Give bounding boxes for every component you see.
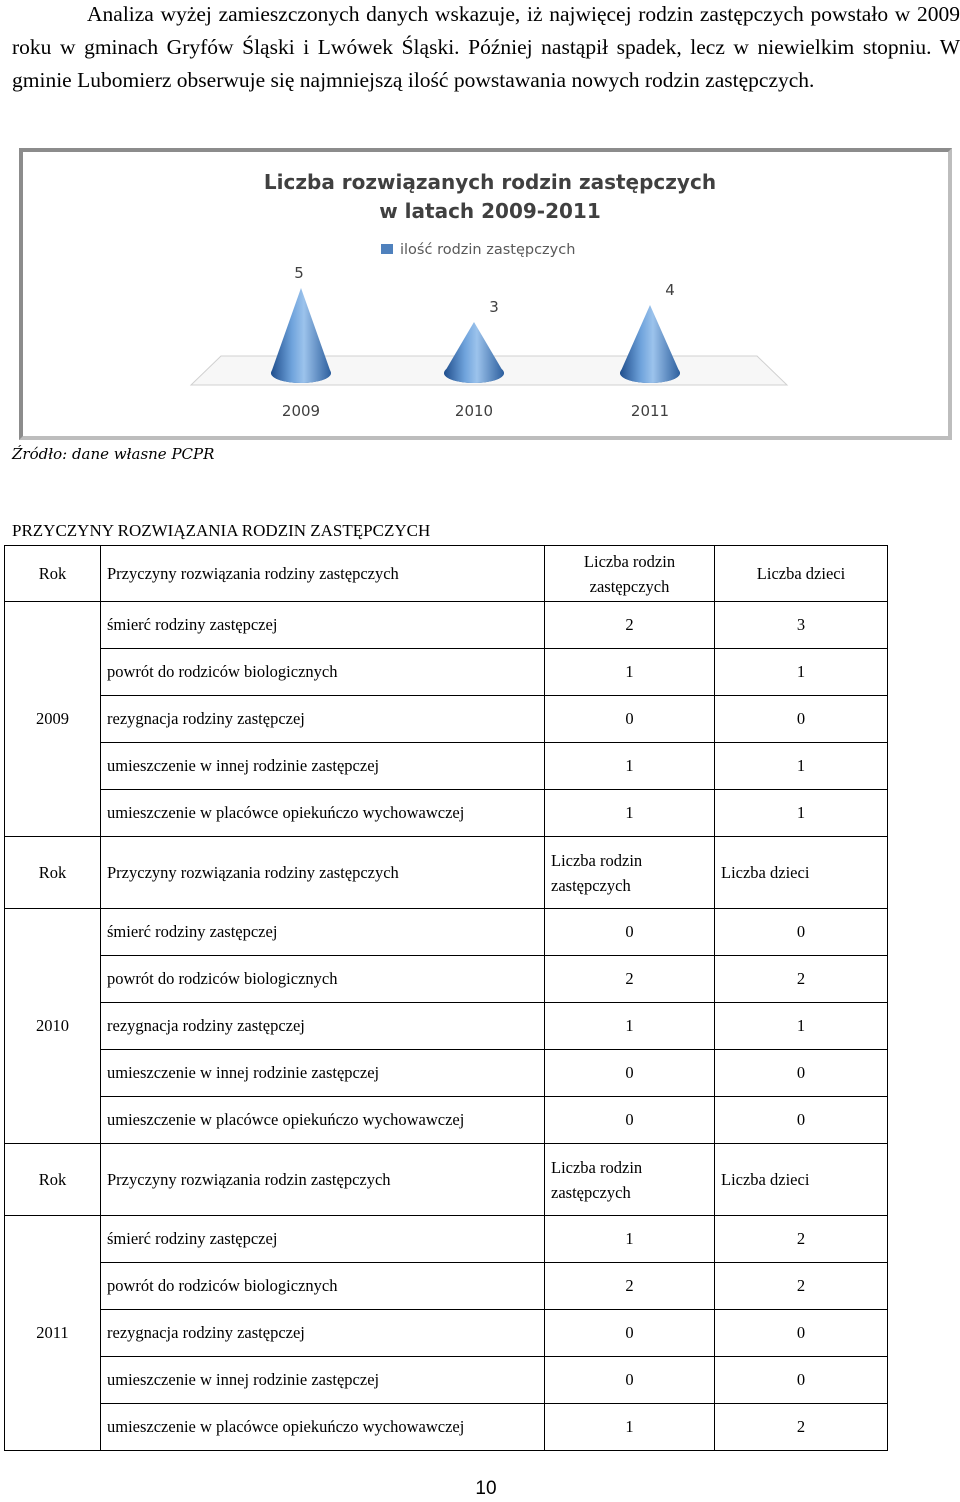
table-row <box>5 696 888 743</box>
families-cell: 0 <box>545 909 715 956</box>
table-header-row <box>5 837 888 909</box>
x-tick-label: 2011 <box>630 402 670 420</box>
chart-canvas <box>23 152 948 436</box>
header-families <box>545 1144 715 1216</box>
table-row <box>5 1357 888 1404</box>
cause-cell: śmierć rodziny zastępczej <box>101 602 545 649</box>
families-cell: 0 <box>545 1310 715 1357</box>
cone-bar <box>620 305 680 383</box>
header-children: Liczba dzieci <box>715 837 888 909</box>
children-cell: 2 <box>715 1404 888 1451</box>
families-cell: 2 <box>545 1263 715 1310</box>
x-tick-label: 2010 <box>454 402 494 420</box>
families-cell: 0 <box>545 1357 715 1404</box>
header-families-line1: Liczba rodzin <box>583 551 676 571</box>
children-cell: 2 <box>715 1263 888 1310</box>
table-title: PRZYCZYNY ROZWIĄZANIA RODZIN ZASTĘPCZYCH <box>12 521 431 540</box>
header-year: Rok <box>5 837 101 909</box>
table-row <box>5 909 888 956</box>
chart-title-line: Liczba rozwiązanych rodzin zastępczych <box>263 170 717 194</box>
cause-cell: powrót do rodziców biologicznych <box>101 1263 545 1310</box>
year-cell: 2010 <box>5 909 101 1144</box>
table-row <box>5 1097 888 1144</box>
children-cell: 1 <box>715 743 888 790</box>
year-cell: 2009 <box>5 602 101 837</box>
table-row <box>5 1404 888 1451</box>
header-families-line1: Liczba rodzin <box>551 1157 643 1177</box>
cone-bar <box>444 322 504 383</box>
table-row <box>5 956 888 1003</box>
header-children: Liczba dzieci <box>715 546 888 602</box>
table-row <box>5 1216 888 1263</box>
families-cell: 1 <box>545 1404 715 1451</box>
families-cell: 1 <box>545 790 715 837</box>
children-cell: 1 <box>715 649 888 696</box>
families-cell: 1 <box>545 649 715 696</box>
table-row <box>5 602 888 649</box>
families-cell: 0 <box>545 696 715 743</box>
data-label: 5 <box>294 264 304 282</box>
chart-title-line: w latach 2009-2011 <box>379 199 601 223</box>
children-cell: 0 <box>715 1097 888 1144</box>
page-number: 10 <box>475 1478 497 1499</box>
header-cause: Przyczyny rozwiązania rodzin zastępczych <box>101 1144 545 1216</box>
families-cell: 2 <box>545 602 715 649</box>
cause-cell: powrót do rodziców biologicznych <box>101 649 545 696</box>
families-cell: 2 <box>545 956 715 1003</box>
children-cell: 2 <box>715 1216 888 1263</box>
source-note: Źródło: dane własne PCPR <box>12 445 215 463</box>
header-year: Rok <box>5 546 101 602</box>
cause-cell: rezygnacja rodziny zastępczej <box>101 1310 545 1357</box>
header-families <box>545 837 715 909</box>
cause-cell: umieszczenie w placówce opiekuńczo wychowawczej <box>101 1404 545 1451</box>
data-label: 3 <box>489 298 499 316</box>
children-cell: 0 <box>715 1050 888 1097</box>
table-row <box>5 790 888 837</box>
header-cause: Przyczyny rozwiązania rodziny zastępczych <box>101 837 545 909</box>
children-cell: 0 <box>715 1310 888 1357</box>
cause-cell: rezygnacja rodziny zastępczej <box>101 1003 545 1050</box>
cause-cell: rezygnacja rodziny zastępczej <box>101 696 545 743</box>
table-row <box>5 1263 888 1310</box>
families-cell: 1 <box>545 1003 715 1050</box>
header-children: Liczba dzieci <box>715 1144 888 1216</box>
children-cell: 0 <box>715 909 888 956</box>
cause-cell: umieszczenie w innej rodzinie zastępczej <box>101 1050 545 1097</box>
children-cell: 1 <box>715 1003 888 1050</box>
header-year: Rok <box>5 1144 101 1216</box>
families-cell: 1 <box>545 743 715 790</box>
table-row <box>5 743 888 790</box>
children-cell: 1 <box>715 790 888 837</box>
header-families-line2: zastępczych <box>551 1182 631 1202</box>
legend-label: ilość rodzin zastępczych <box>400 242 576 258</box>
cause-cell: umieszczenie w innej rodzinie zastępczej <box>101 1357 545 1404</box>
causes-table <box>4 545 888 1451</box>
table-header-row <box>5 1144 888 1216</box>
families-cell: 0 <box>545 1097 715 1144</box>
cone-bar <box>271 288 331 383</box>
data-label: 4 <box>665 281 675 299</box>
children-cell: 0 <box>715 1357 888 1404</box>
families-cell: 1 <box>545 1216 715 1263</box>
header-families-line2: zastępczych <box>589 576 670 596</box>
children-cell: 2 <box>715 956 888 1003</box>
header-families-line2: zastępczych <box>551 875 631 895</box>
year-cell: 2011 <box>5 1216 101 1451</box>
legend-swatch <box>381 244 393 254</box>
families-cell: 0 <box>545 1050 715 1097</box>
cause-cell: umieszczenie w placówce opiekuńczo wychowawczej <box>101 1097 545 1144</box>
children-cell: 0 <box>715 696 888 743</box>
cause-cell: umieszczenie w placówce opiekuńczo wychowawczej <box>101 790 545 837</box>
children-cell: 3 <box>715 602 888 649</box>
cone-chart <box>19 148 952 440</box>
table-header-row <box>5 546 888 602</box>
header-families <box>545 546 715 602</box>
x-tick-label: 2009 <box>281 402 321 420</box>
header-cause: Przyczyny rozwiązania rodziny zastępczych <box>101 546 545 602</box>
table-row <box>5 649 888 696</box>
table-row <box>5 1310 888 1357</box>
cause-cell: śmierć rodziny zastępczej <box>101 1216 545 1263</box>
table-row <box>5 1050 888 1097</box>
cause-cell: powrót do rodziców biologicznych <box>101 956 545 1003</box>
intro-paragraph: Analiza wyżej zamieszczonych danych wskazuje, iż najwięcej rodzin zastępczych powstało w 2009 roku w gminach Gryfów Śląski i Lwówek Śląski. Później nastąpił spadek, lecz w niewielkim stopniu. W gminie Lubomierz obserwuje się najmniejszą ilość powstawania nowych rodzin zastępczych. <box>12 2 960 92</box>
header-families-line1: Liczba rodzin <box>551 850 643 870</box>
cause-cell: śmierć rodziny zastępczej <box>101 909 545 956</box>
table-row <box>5 1003 888 1050</box>
cause-cell: umieszczenie w innej rodzinie zastępczej <box>101 743 545 790</box>
